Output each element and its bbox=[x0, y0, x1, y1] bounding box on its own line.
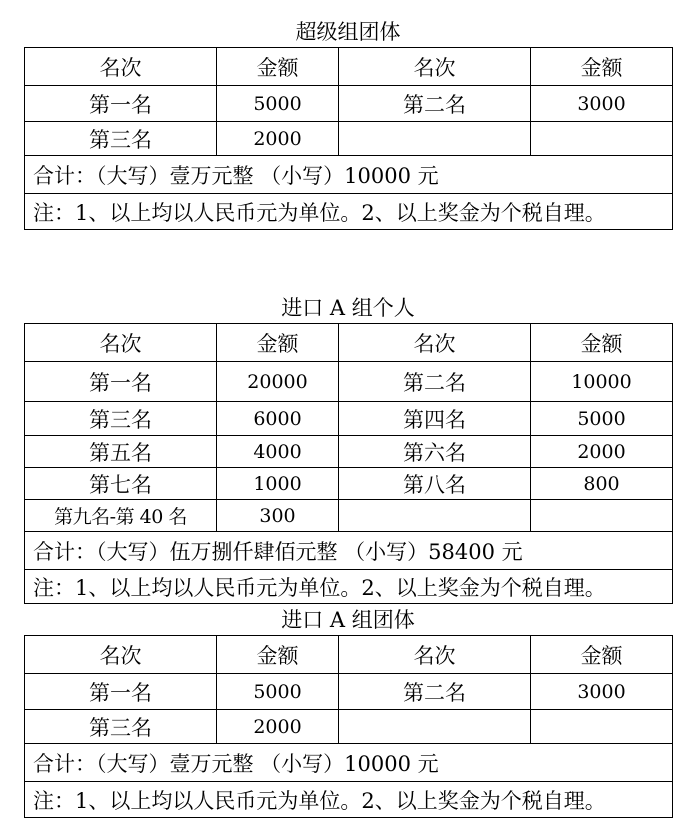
table-row bbox=[25, 122, 673, 156]
rank-cell: 第二名 bbox=[339, 86, 531, 122]
note-text: 注：1、以上均以人民币元为单位。2、以上奖金为个税自理。 bbox=[25, 782, 673, 818]
amount-cell: 300 bbox=[217, 500, 339, 532]
header-amount: 金额 bbox=[531, 636, 673, 674]
rank-cell bbox=[339, 710, 531, 744]
table-row bbox=[25, 86, 673, 122]
header-rank: 名次 bbox=[339, 636, 531, 674]
table-row bbox=[25, 402, 673, 436]
amount-cell bbox=[531, 710, 673, 744]
table-header-row bbox=[25, 48, 673, 86]
amount-cell: 3000 bbox=[531, 86, 673, 122]
table-header-row bbox=[25, 636, 673, 674]
rank-cell: 第九名-第 40 名 bbox=[25, 500, 217, 532]
header-rank: 名次 bbox=[339, 324, 531, 362]
prize-table bbox=[24, 47, 673, 230]
amount-cell: 2000 bbox=[217, 710, 339, 744]
table-row bbox=[25, 674, 673, 710]
rank-cell: 第一名 bbox=[25, 86, 217, 122]
amount-cell: 2000 bbox=[531, 436, 673, 468]
rank-cell: 第三名 bbox=[25, 710, 217, 744]
amount-cell: 20000 bbox=[217, 362, 339, 402]
rank-cell: 第二名 bbox=[339, 362, 531, 402]
prize-table bbox=[24, 635, 673, 818]
note-row bbox=[25, 194, 673, 230]
amount-cell: 3000 bbox=[531, 674, 673, 710]
amount-cell: 5000 bbox=[217, 86, 339, 122]
amount-cell: 5000 bbox=[217, 674, 339, 710]
header-rank: 名次 bbox=[25, 324, 217, 362]
header-rank: 名次 bbox=[25, 48, 217, 86]
amount-cell: 5000 bbox=[531, 402, 673, 436]
rank-cell: 第三名 bbox=[25, 122, 217, 156]
note-row bbox=[25, 782, 673, 818]
header-amount: 金额 bbox=[531, 48, 673, 86]
table-row bbox=[25, 468, 673, 500]
note-text: 注：1、以上均以人民币元为单位。2、以上奖金为个税自理。 bbox=[25, 194, 673, 230]
amount-cell bbox=[531, 122, 673, 156]
note-row bbox=[25, 570, 673, 604]
table-row bbox=[25, 500, 673, 532]
table-row bbox=[25, 362, 673, 402]
header-rank: 名次 bbox=[339, 48, 531, 86]
rank-cell: 第七名 bbox=[25, 468, 217, 500]
total-row bbox=[25, 156, 673, 194]
table-row bbox=[25, 710, 673, 744]
header-rank: 名次 bbox=[25, 636, 217, 674]
total-text: 合计：（大写）壹万元整 （小写）10000 元 bbox=[25, 156, 673, 194]
section-title: 进口 A 组个人 bbox=[281, 296, 415, 320]
header-amount: 金额 bbox=[217, 636, 339, 674]
table-header-row bbox=[25, 324, 673, 362]
header-amount: 金额 bbox=[531, 324, 673, 362]
rank-cell: 第二名 bbox=[339, 674, 531, 710]
rank-cell: 第八名 bbox=[339, 468, 531, 500]
amount-cell bbox=[531, 500, 673, 532]
rank-cell: 第三名 bbox=[25, 402, 217, 436]
amount-cell: 6000 bbox=[217, 402, 339, 436]
prize-table bbox=[24, 323, 673, 604]
amount-cell: 1000 bbox=[217, 468, 339, 500]
table-row bbox=[25, 436, 673, 468]
rank-cell: 第一名 bbox=[25, 674, 217, 710]
note-text: 注：1、以上均以人民币元为单位。2、以上奖金为个税自理。 bbox=[25, 570, 673, 604]
section-title: 超级组团体 bbox=[295, 20, 401, 44]
amount-cell: 10000 bbox=[531, 362, 673, 402]
total-row bbox=[25, 532, 673, 570]
section-title: 进口 A 组团体 bbox=[281, 608, 415, 632]
rank-cell: 第五名 bbox=[25, 436, 217, 468]
total-text: 合计：（大写）壹万元整 （小写）10000 元 bbox=[25, 744, 673, 782]
rank-cell: 第四名 bbox=[339, 402, 531, 436]
rank-cell: 第六名 bbox=[339, 436, 531, 468]
amount-cell: 4000 bbox=[217, 436, 339, 468]
total-row bbox=[25, 744, 673, 782]
rank-cell bbox=[339, 500, 531, 532]
header-amount: 金额 bbox=[217, 48, 339, 86]
rank-cell bbox=[339, 122, 531, 156]
amount-cell: 800 bbox=[531, 468, 673, 500]
header-amount: 金额 bbox=[217, 324, 339, 362]
total-text: 合计：（大写）伍万捌仟肆佰元整 （小写）58400 元 bbox=[25, 532, 673, 570]
rank-cell: 第一名 bbox=[25, 362, 217, 402]
amount-cell: 2000 bbox=[217, 122, 339, 156]
